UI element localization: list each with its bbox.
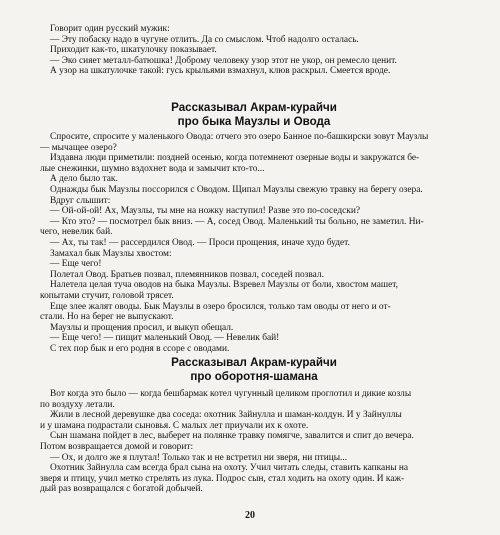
story1-text bbox=[40, 132, 468, 354]
story1-line: Замахал бык Маузлы хвостом: bbox=[50, 248, 172, 259]
story2-title-line2: про оборотня-шамана bbox=[190, 369, 318, 383]
story1-line: — мычащее озеро? bbox=[40, 142, 117, 153]
story1-line: Полетал Овод. Братьев позвал, племянников позвал, соседей позвал. bbox=[50, 269, 324, 280]
story1-line: Налетела целая туча оводов на быка Маузлы. Взревел Маузлы от боли, хвостом машет, bbox=[50, 280, 398, 291]
page-number: 20 bbox=[245, 510, 255, 521]
story1-line: — Еще чего! bbox=[50, 259, 102, 270]
story2-line: — Ох, и долго же я плутал! Только так и не встретил ни зверя, ни птицы... bbox=[50, 452, 348, 463]
intro-paragraph bbox=[40, 24, 468, 77]
story1-line: — Кто это? — посмотрел бык вниз. — А, сосед Овод. Маленький ты больно, не заметил. Ни- bbox=[50, 216, 424, 227]
story1-line: — Ах, ты так! — рассердился Овод. — Проси прощения, иначе худо будет. bbox=[50, 237, 350, 248]
story1-line: копытами стучит, головой трясет. bbox=[40, 290, 174, 301]
story1-heading bbox=[40, 101, 468, 128]
intro-line: Приходит как-то, шкатулочку показывает. bbox=[50, 45, 217, 56]
story2-text bbox=[40, 389, 468, 495]
story1-line: — Еще чего! — пищит маленький Овод. — Невелик бай! bbox=[50, 333, 280, 344]
story2-heading bbox=[40, 356, 468, 383]
story1-line: Издавна люди приметили: поздней осенью, когда потемнеют озерные воды и закружатся бе- bbox=[50, 153, 420, 164]
story1-line: С тех пор бык и его родня в ссоре с оводами. bbox=[50, 343, 230, 354]
story1-line: Спросите, спросите у маленького Овода: отчего это озеро Банное по-башкирски зовут Маузлы bbox=[50, 132, 429, 142]
story2-line: и у шамана подрастали сыновья. С малых лет приучали их к охоте. bbox=[40, 420, 309, 431]
story1-title-line2: про быка Маузлы и Овода bbox=[177, 114, 331, 128]
intro-line: А узор на шкатулочке такой: гусь крыльями взмахнул, клюв раскрыл. Смеется вроде. bbox=[50, 66, 391, 77]
story2-line: зверя и птицу, учил метко стрелять из лука. Подрос сын, стал ходить на охоту один. И каж- bbox=[40, 473, 405, 484]
story1-title-line1: Рассказывал Акрам-курайчи bbox=[171, 101, 337, 114]
story2-line: по воздуху летали. bbox=[40, 399, 115, 410]
intro-line: — Эту побаску надо в чугуне отлить. Да со смыслом. Чтоб надолго осталась. bbox=[50, 34, 359, 45]
story2-line: Вот когда это было — когда бешбармак котел чугунный целиком проглотил и дикие козлы bbox=[50, 389, 412, 399]
story1-line: чего, невелик бай. bbox=[40, 227, 113, 238]
story1-line: — Ой-ой-ой! Ах, Маузлы, ты мне на ножку наступил! Разве это по-соседски? bbox=[50, 206, 361, 217]
story1-line: А дело было так. bbox=[50, 174, 118, 185]
story2-line: Жили в лесной деревушке два соседа: охотник Зайнулла и шаман-колдун. И у Зайнуллы bbox=[50, 410, 402, 421]
intro-line: Говорит один русский мужик: bbox=[50, 24, 170, 34]
story1-line: стали. Но на берег не выпускают. bbox=[40, 312, 174, 323]
story1-line: Вдруг слышит: bbox=[50, 195, 111, 206]
story2-title-line1: Рассказывал Акрам-курайчи bbox=[171, 356, 337, 369]
intro-line: — Эко сияет металл-батюшка! Доброму человеку узор этот не укор, он ремесло ценит. bbox=[50, 55, 397, 66]
story1-line: Однажды бык Маузлы поссорился с Оводом. Щипал Маузлы свежую травку на берегу озера. bbox=[50, 184, 423, 195]
story1-line: Еще злее жалят оводы. Бык Маузлы в озеро бросился, только там оводы от него и от- bbox=[50, 301, 391, 312]
story1-line: Маузлы и прощения просил, и выкуп обещал. bbox=[50, 322, 234, 333]
story2-line: дый раз возвращался с богатой добычей. bbox=[40, 484, 203, 495]
story2-line: Охотник Зайнулла сам всегда брал сына на охоту. Учил читать следы, ставить капканы на bbox=[50, 463, 409, 474]
story1-line: лые снежинки, шумно вздохнет вода и замычит кто-то... bbox=[40, 163, 265, 174]
story2-line: Потом возвращается домой и говорит: bbox=[40, 441, 194, 452]
story2-line: Сын шамана пойдет в лес, выберет на полянке травку помягче, завалится и спит до вечера. bbox=[50, 431, 414, 442]
